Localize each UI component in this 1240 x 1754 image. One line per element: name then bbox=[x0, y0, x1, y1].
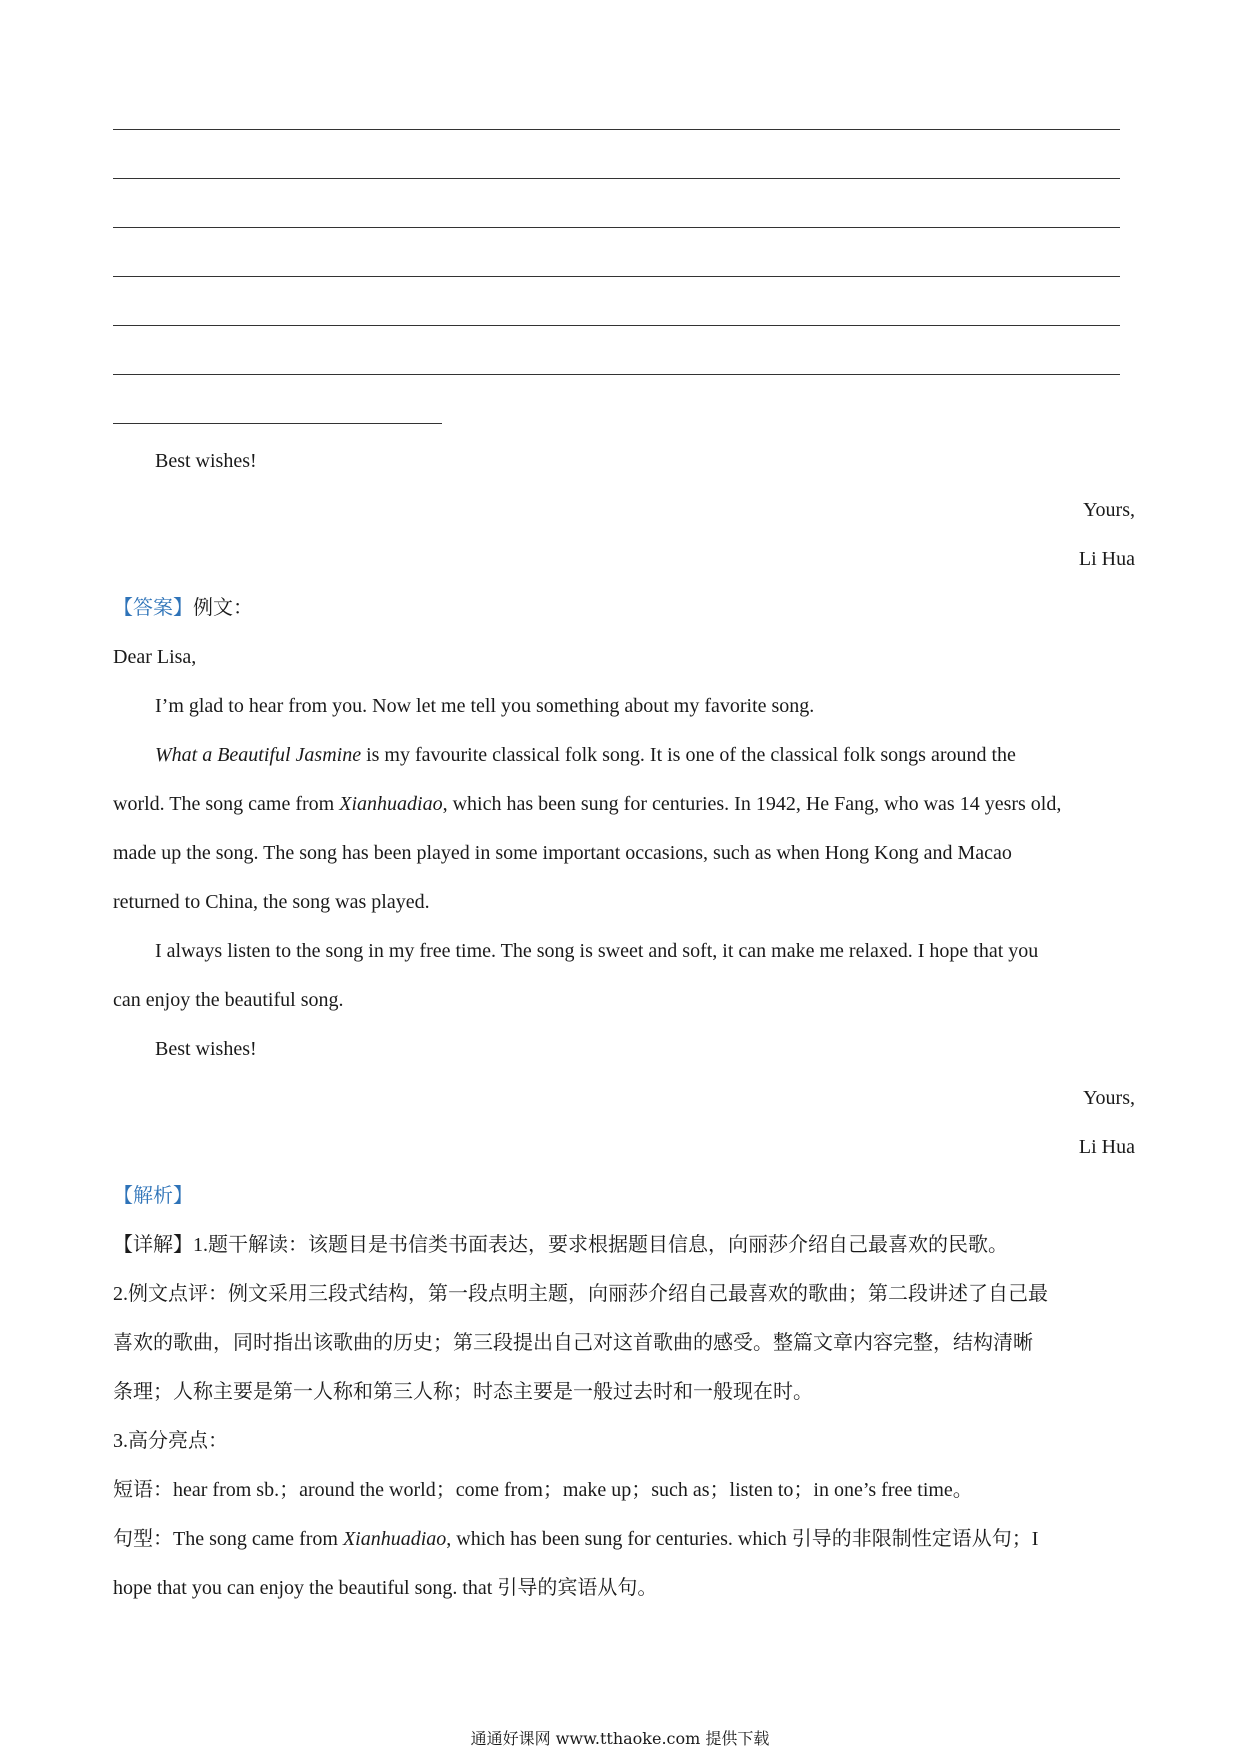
writing-line bbox=[113, 129, 1120, 130]
p2-line-2-text-a: world. The song came from bbox=[113, 793, 340, 815]
answer-yours: Yours, bbox=[1083, 1087, 1135, 1109]
writing-line bbox=[113, 276, 1120, 277]
letter-paragraph-2-line-2 bbox=[113, 790, 1061, 818]
detail-line-5: 3.高分亮点： bbox=[113, 1430, 228, 1452]
detail-line-1 bbox=[113, 1231, 1008, 1259]
p2-line-1-text: is my favourite classical folk song. It is one of the classical folk songs around the bbox=[361, 744, 1016, 766]
page-footer: 通通好课网 www.tthaoke.com 提供下载 bbox=[470, 1729, 770, 1748]
letter-paragraph-1: I’m glad to hear from you. Now let me tell you something about my favorite song. bbox=[155, 695, 815, 717]
detail-label: 【详解】 bbox=[113, 1234, 193, 1256]
sentence-line-1 bbox=[113, 1525, 1038, 1553]
sentence-text-a: 句型：The song came from bbox=[113, 1528, 343, 1550]
answer-label: 【答案】 bbox=[113, 597, 193, 619]
closing-name: Li Hua bbox=[1078, 548, 1135, 570]
sentence-text-b: , which has been sung for centuries. which 引导的非限制性定语从句；I bbox=[446, 1528, 1039, 1550]
letter-paragraph-2-line-1 bbox=[155, 741, 1016, 769]
writing-line bbox=[113, 374, 1120, 375]
detail-line-3: 喜欢的歌曲，同时指出该歌曲的历史；第三段提出自己对这首歌曲的感受。整篇文章内容完整，结构清晰 bbox=[113, 1332, 1033, 1354]
analysis-label: 【解析】 bbox=[113, 1185, 193, 1207]
detail-1-text: 1.题干解读：该题目是书信类书面表达，要求根据题目信息，向丽莎介绍自己最喜欢的民歌。 bbox=[193, 1234, 1008, 1256]
letter-paragraph-2-line-4: returned to China, the song was played. bbox=[113, 891, 430, 913]
writing-line bbox=[113, 178, 1120, 179]
song-origin: Xianhuadiao bbox=[339, 793, 443, 815]
letter-paragraph-3-line-1: I always listen to the song in my free time. The song is sweet and soft, it can make me relaxed. I hope that you bbox=[155, 940, 1039, 962]
song-title: What a Beautiful Jasmine bbox=[155, 744, 362, 766]
writing-line-short bbox=[113, 423, 442, 424]
letter-greeting: Dear Lisa, bbox=[113, 646, 197, 668]
writing-line bbox=[113, 227, 1120, 228]
sentence-italic: Xianhuadiao bbox=[342, 1528, 447, 1550]
closing-yours: Yours, bbox=[1083, 499, 1135, 521]
answer-heading bbox=[113, 594, 253, 622]
sentence-line-2: hope that you can enjoy the beautiful song. that 引导的宾语从句。 bbox=[113, 1577, 658, 1599]
writing-line bbox=[113, 325, 1120, 326]
letter-paragraph-2-line-3: made up the song. The song has been played in some important occasions, such as when Hong Kong and Macao bbox=[113, 842, 1012, 864]
closing-best-wishes: Best wishes! bbox=[155, 450, 257, 472]
detail-line-4: 条理；人称主要是第一人称和第三人称；时态主要是一般过去时和一般现在时。 bbox=[113, 1381, 813, 1403]
phrases-line: 短语：hear from sb.；around the world；come from；make up；such as；listen to；in one’s free time。 bbox=[113, 1479, 973, 1501]
detail-line-2: 2.例文点评：例文采用三段式结构，第一段点明主题，向丽莎介绍自己最喜欢的歌曲；第二段讲述了自己最 bbox=[113, 1283, 1048, 1305]
letter-paragraph-3-line-2: can enjoy the beautiful song. bbox=[113, 989, 344, 1011]
answer-name: Li Hua bbox=[1078, 1136, 1135, 1158]
answer-label-suffix: 例文： bbox=[193, 597, 253, 619]
p2-line-2-text-b: , which has been sung for centuries. In 1942, He Fang, who was 14 yesrs old, bbox=[442, 793, 1062, 815]
answer-best-wishes: Best wishes! bbox=[155, 1038, 257, 1060]
